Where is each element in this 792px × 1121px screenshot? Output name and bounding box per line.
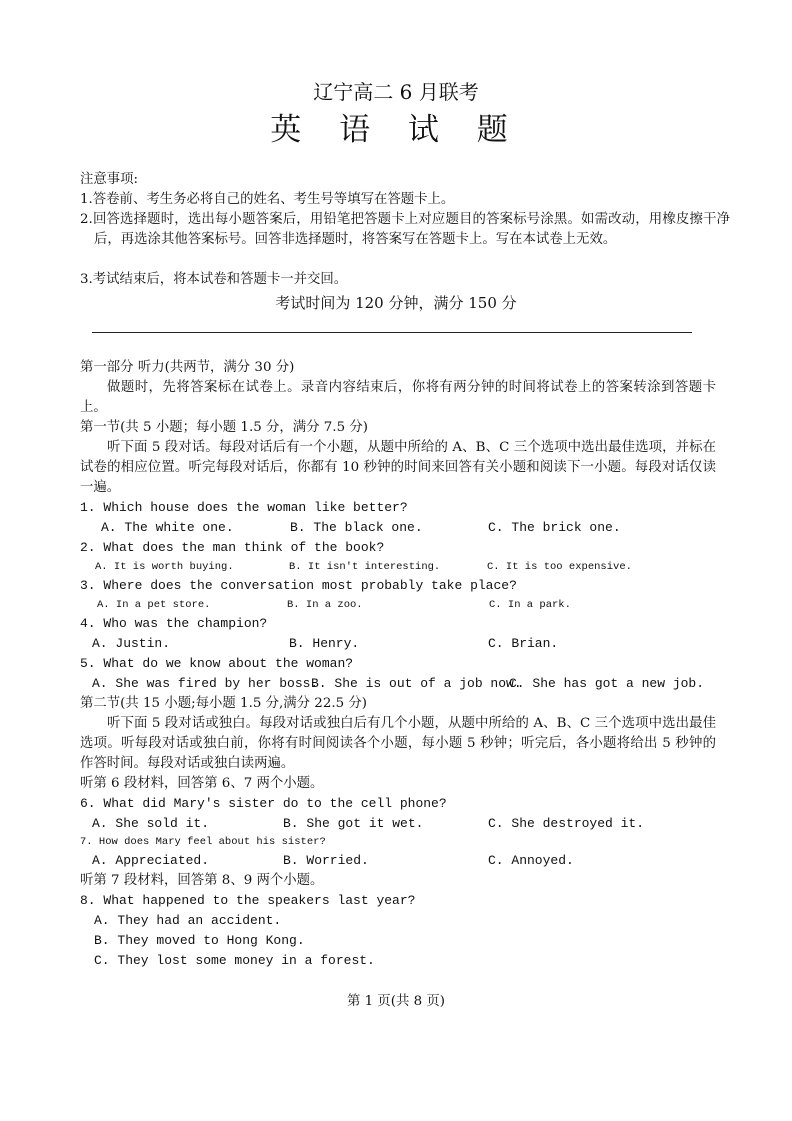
question-6-option-b: B. She got it wet. [283,816,424,831]
question-5-stem: 5. What do we know about the woman? [80,656,354,671]
question-7-option-a: A. Appreciated. [92,853,210,868]
notes-item-2: 2.回答选择题时，选出每小题答案后，用铅笔把答题卡上对应题目的答案标号涂黑。如需改动，用橡皮擦干净后，再选涂其他答案标号。回答非选择题时，将答案写在答题卡上。写在本试卷上无效。 [80,212,730,247]
part1-instruction: 做题时，先将答案标在试卷上。录音内容结束后，你将有两分钟的时间将试卷上的答案转涂到答题卡上。 [80,380,716,415]
question-3-option-c: C. In a park. [489,599,571,611]
divider-line [92,332,692,333]
notes-item-3: 3.考试结束后，将本试卷和答题卡一并交回。 [80,272,348,287]
question-7-stem: 7. How does Mary feel about his sister? [80,836,326,848]
question-4-option-b: B. Henry. [289,636,360,651]
question-4-option-a: A. Justin. [92,636,171,651]
question-1-stem: 1. Which house does the woman like better? [80,500,408,515]
material-6-instruction: 听第 6 段材料，回答第 6、7 两个小题。 [80,776,324,791]
question-3-stem: 3. Where does the conversation most probably take place? [80,578,517,593]
question-8-option-b: B. They moved to Hong Kong. [94,933,305,948]
question-1-option-a: A. The white one. [101,520,234,535]
subject-title: 英 语 试 题 [270,112,522,148]
section2-instruction: 听下面 5 段对话或独白。每段对话或独白后有几个小题，从题中所给的 A、B、C 三个选项中选出最佳选项。听每段对话或独白前，你将有时间阅读各个小题，每小题 5 秒钟；听完后，各小题将给出 5 秒钟的作答时间。每段对话或独白读两遍。 [80,716,716,771]
question-5-option-b: B. She is out of a job now. [311,676,522,691]
question-4-option-c: C. Brian. [488,636,559,651]
question-6-stem: 6. What did Mary's sister do to the cell phone? [80,796,447,811]
question-6-option-a: A. She sold it. [92,816,210,831]
question-1-option-b: B. The black one. [290,520,423,535]
page-number: 第 1 页(共 8 页) [346,994,446,1009]
material-7-instruction: 听第 7 段材料，回答第 8、9 两个小题。 [80,873,324,888]
question-2-option-c: C. It is too expensive. [487,561,632,573]
question-5-option-c: C. She has got a new job. [509,676,705,691]
question-6-option-c: C. She destroyed it. [488,816,645,831]
question-8-option-a: A. They had an accident. [94,913,282,928]
question-5-option-a: A. She was fired by her boss. [92,676,319,691]
question-3-option-b: B. In a zoo. [287,599,363,611]
question-8-option-c: C. They lost some money in a forest. [94,953,375,968]
exam-name: 辽宁高二 6 月联考 [313,80,479,104]
question-8-stem: 8. What happened to the speakers last year? [80,893,416,908]
notes-heading: 注意事项: [80,172,139,187]
notes-item-1: 1.答卷前、考生务必将自己的姓名、考生号等填写在答题卡上。 [80,192,455,207]
section1-instruction: 听下面 5 段对话。每段对话后有一个小题，从题中所给的 A、B、C 三个选项中选出最佳选项，并标在试卷的相应位置。听完每段对话后，你都有 10 秒钟的时间来回答有关小题和阅读下一小题。每段对话仅读一遍。 [80,440,716,495]
question-2-stem: 2. What does the man think of the book? [80,540,385,555]
question-7-option-b: B. Worried. [283,853,369,868]
question-1-option-c: C. The brick one. [488,520,621,535]
part1-title: 第一部分 听力(共两节，满分 30 分) [80,360,295,375]
section1-title: 第一节(共 5 小题；每小题 1.5 分，满分 7.5 分) [80,420,368,435]
question-2-option-b: B. It isn't interesting. [289,561,441,573]
exam-time-info: 考试时间为 120 分钟，满分 150 分 [275,294,517,312]
question-4-stem: 4. Who was the champion? [80,616,268,631]
question-7-option-c: C. Annoyed. [488,853,574,868]
question-3-option-a: A. In a pet store. [97,599,211,611]
section2-title: 第二节(共 15 小题;每小题 1.5 分,满分 22.5 分) [80,696,367,711]
question-2-option-a: A. It is worth buying. [95,561,234,573]
